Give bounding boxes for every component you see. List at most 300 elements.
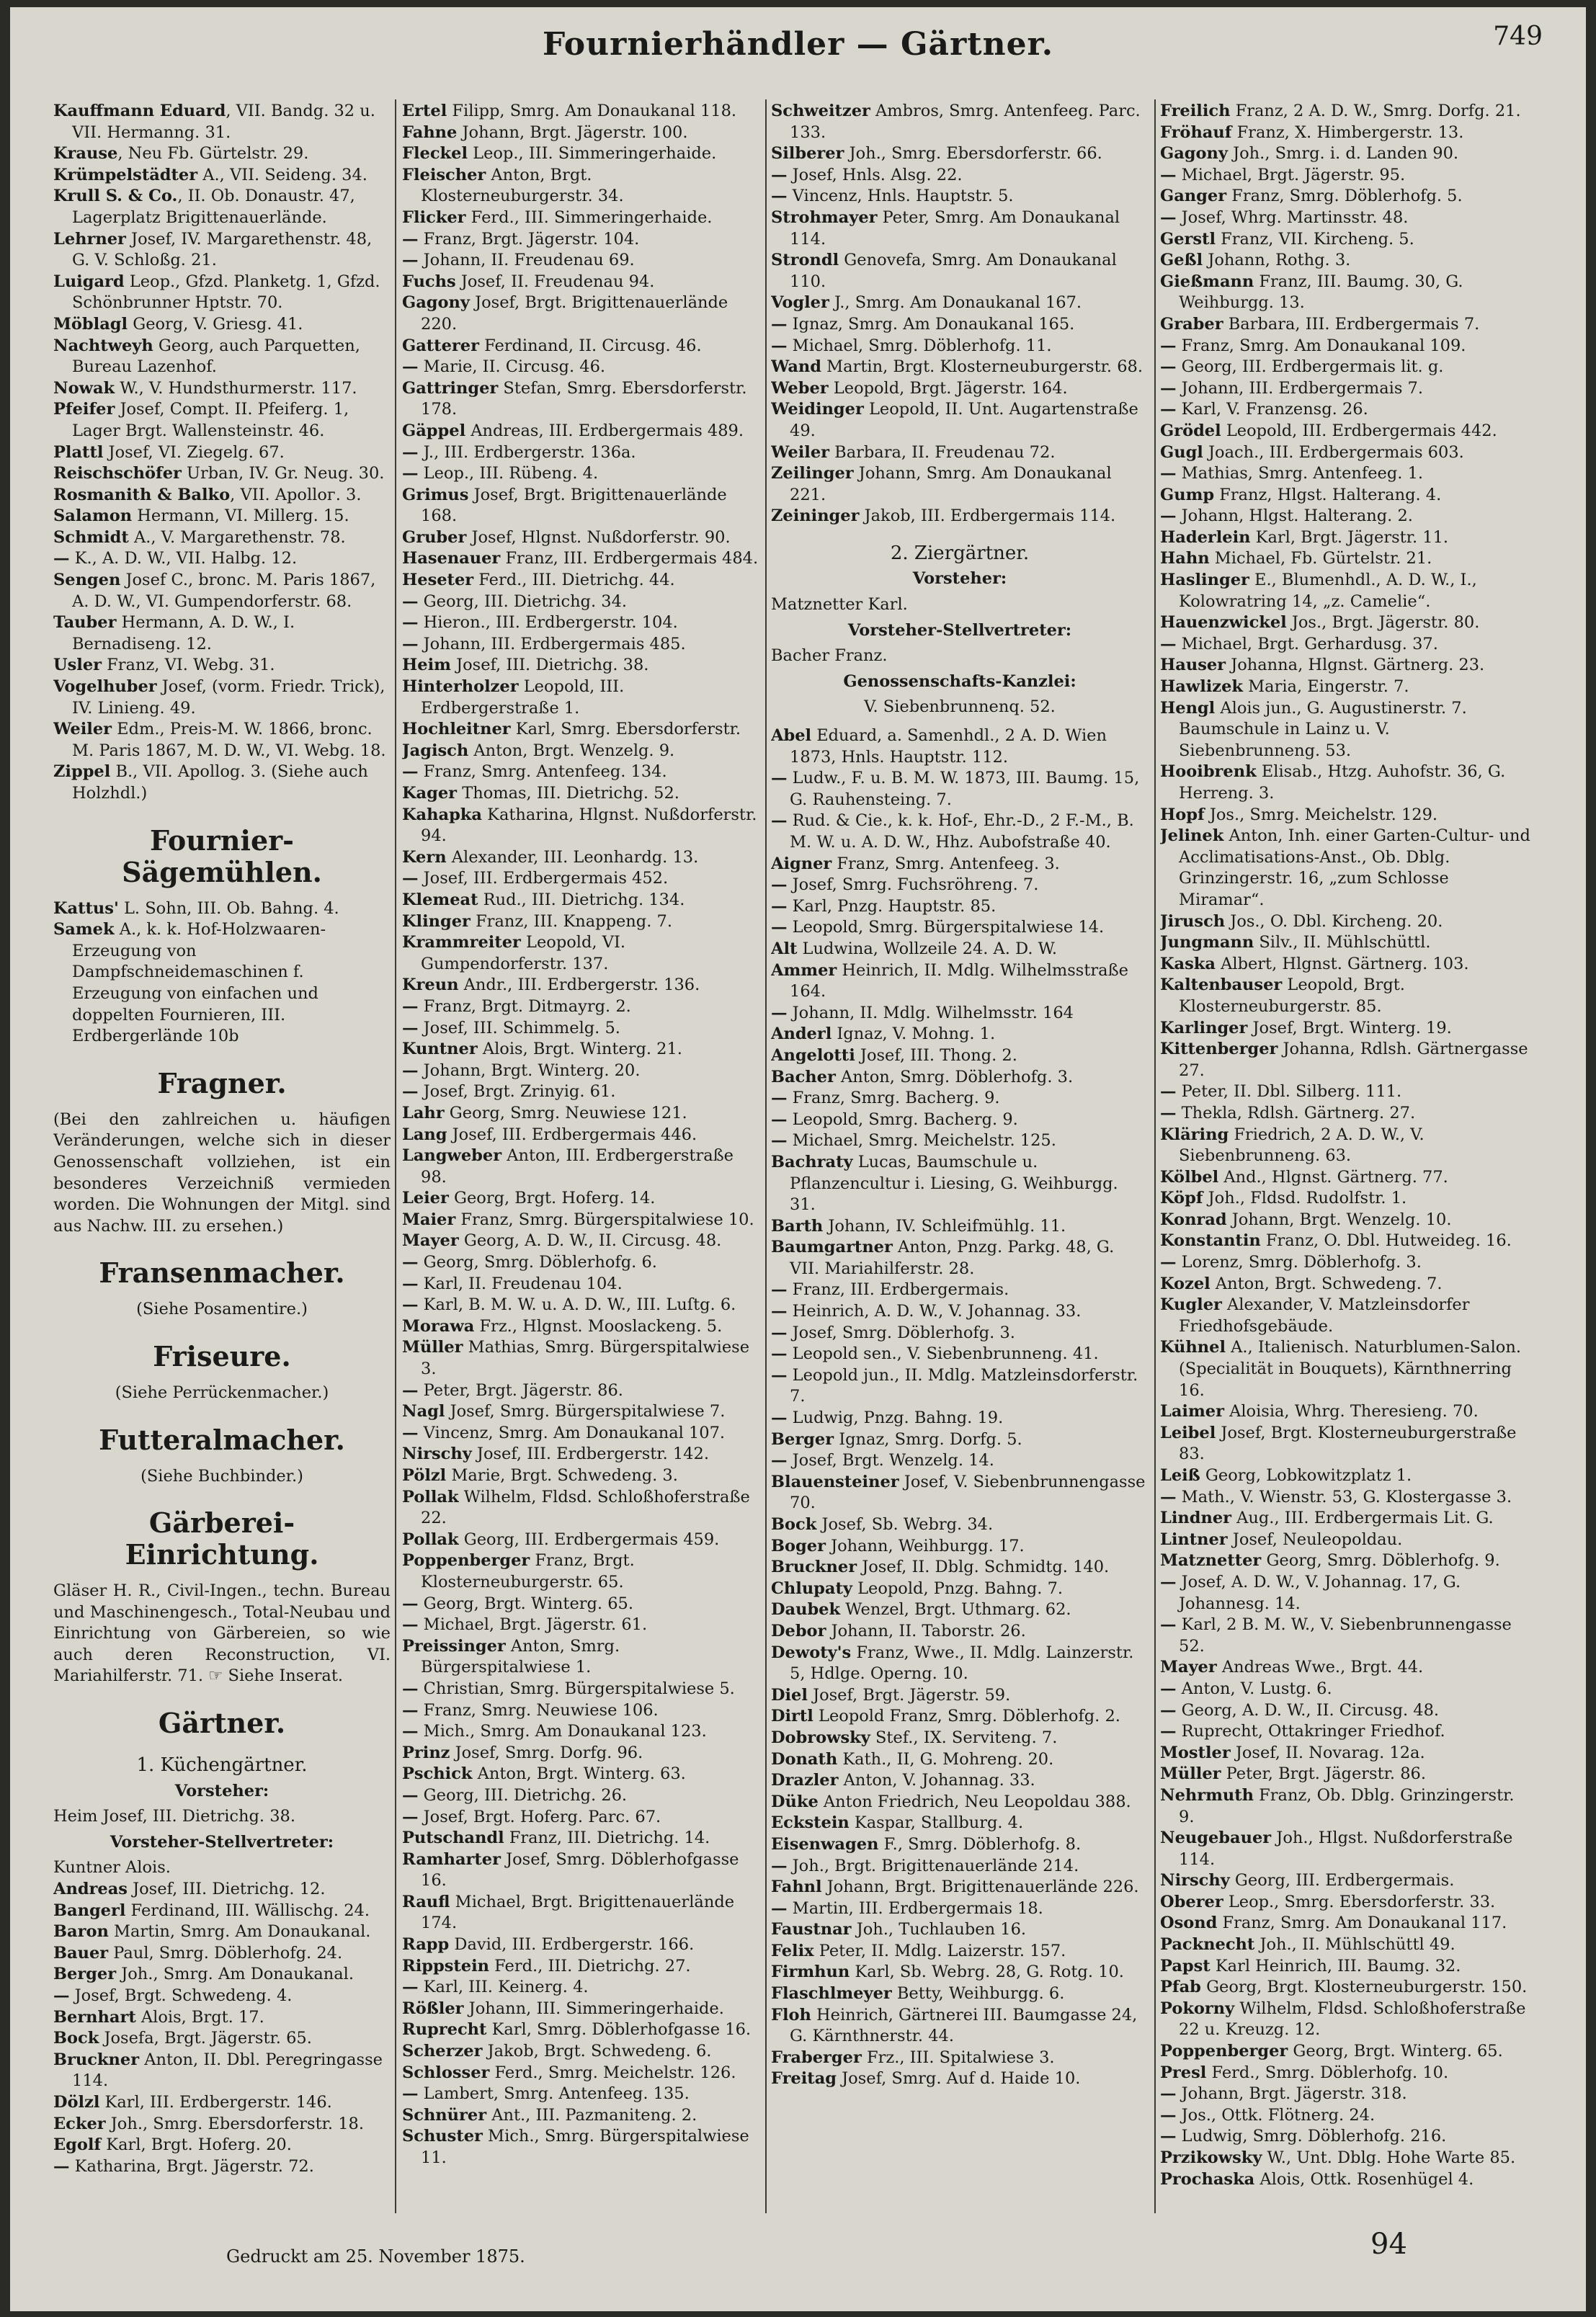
entry-name: Ramharter bbox=[402, 1849, 501, 1869]
directory-entry bbox=[53, 612, 391, 655]
entry-details: Karl, III. Erdbergerstr. 146. bbox=[99, 2092, 332, 2112]
entry-name: — bbox=[402, 1594, 419, 1613]
directory-entry bbox=[1160, 1210, 1535, 1231]
entry-name: — bbox=[1160, 400, 1177, 419]
entry-details: K., A. D. W., VII. Halbg. 12. bbox=[69, 549, 298, 568]
entry-details: Wilhelm, Fldsd. Schloßhoferstraße 22. bbox=[421, 1487, 750, 1528]
entry-details: Leopold, Brgt. Jägerstr. 164. bbox=[828, 378, 1068, 398]
entry-details: Josefa, Brgt. Jägerstr. 65. bbox=[99, 2029, 312, 2048]
section-title-futteralmacher: Futteralmacher. bbox=[99, 1423, 345, 1456]
entry-name: — bbox=[771, 336, 788, 355]
entry-name: Pollak bbox=[402, 1487, 459, 1506]
entry-name: Anderl bbox=[771, 1024, 832, 1044]
directory-entry bbox=[771, 1643, 1149, 1685]
entry-name: Lehrner bbox=[53, 229, 126, 249]
entry-name: Kattus' bbox=[53, 898, 119, 918]
directory-entry bbox=[402, 485, 759, 527]
directory-entry bbox=[1160, 122, 1535, 144]
entry-details: Elisab., Htzg. Auhofstr. 36, G. Herreng. 3. bbox=[1179, 762, 1506, 803]
entry-details: Josef, II. Dblg. Schmidtg. 140. bbox=[857, 1558, 1110, 1577]
entry-name: — bbox=[402, 464, 419, 483]
entry-name: Kittenberger bbox=[1160, 1040, 1278, 1059]
kanzlei-address: V. Siebenbrunnenq. 52. bbox=[864, 697, 1056, 717]
entry-name: Eckstein bbox=[771, 1813, 850, 1833]
entry-details: Franz, Smrg. Döblerhofg. 5. bbox=[1226, 187, 1463, 206]
entry-details: Karl, Pnzg. Hauptstr. 85. bbox=[787, 896, 997, 916]
entry-name: Gattringer bbox=[402, 378, 499, 398]
directory-entry bbox=[402, 1785, 759, 1807]
directory-entry bbox=[402, 1423, 759, 1445]
entry-details: Josef, Brgt. Schwedeng. 4. bbox=[69, 1986, 293, 2005]
entry-name: Jirusch bbox=[1160, 911, 1226, 931]
entry-details: Josef, Sb. Webrg. 34. bbox=[816, 1515, 994, 1534]
entry-name: Leier bbox=[402, 1189, 449, 1208]
directory-entry bbox=[402, 1636, 759, 1679]
directory-entry bbox=[1160, 1615, 1535, 1657]
entry-details: Franz, III. Knappeng. 7. bbox=[470, 911, 672, 931]
directory-entry bbox=[402, 847, 759, 869]
section-title-gaertner: Gärtner. bbox=[158, 1707, 286, 1740]
entry-details: Peter, Brgt. Jägerstr. 86. bbox=[418, 1380, 623, 1400]
directory-entry bbox=[1160, 1508, 1535, 1530]
directory-entry bbox=[53, 2050, 391, 2092]
entry-details: Karl, 2 B. M. W., V. Siebenbrunnengasse 52. bbox=[1176, 1615, 1512, 1656]
entry-details: Franz, Smrg. Antenfeeg. 3. bbox=[832, 854, 1060, 873]
directory-entry bbox=[53, 506, 391, 527]
directory-entry bbox=[402, 463, 759, 485]
entry-details: A., VII. Seideng. 34. bbox=[197, 165, 367, 184]
entry-details: Josef, II. Novarag. 12a. bbox=[1230, 1743, 1425, 1762]
directory-entry bbox=[402, 548, 759, 570]
directory-entry bbox=[402, 1530, 759, 1551]
directory-entry bbox=[53, 314, 391, 336]
directory-entry bbox=[1160, 1679, 1535, 1700]
directory-entry bbox=[402, 612, 759, 634]
entry-details: Franz, III. Baumg. 30, G. Weihburgg. 13. bbox=[1179, 272, 1463, 313]
directory-entry bbox=[771, 1003, 1149, 1024]
directory-entry bbox=[771, 442, 1149, 464]
column-4 bbox=[1160, 101, 1535, 2212]
entry-name: — bbox=[1160, 2127, 1177, 2146]
entry-details: Josef, III. Schimmelg. 5. bbox=[418, 1018, 620, 1037]
entry-name: Kager bbox=[402, 784, 458, 803]
entry-details: Johann, Brgt. Brigittenauerlände 226. bbox=[821, 1878, 1139, 1897]
directory-entry bbox=[771, 1728, 1149, 1749]
directory-entry bbox=[53, 1879, 391, 1901]
entry-details: Ant., III. Pazmaniteng. 2. bbox=[486, 2105, 697, 2125]
directory-entry bbox=[1160, 1934, 1535, 1956]
directory-entry bbox=[771, 1344, 1149, 1365]
directory-entry bbox=[53, 2114, 391, 2135]
entry-details: Johann, III. Simmeringerhaide. bbox=[463, 1999, 724, 2018]
entry-name: Kauffmann Eduard bbox=[53, 102, 226, 120]
entry-name: Weiler bbox=[53, 720, 112, 739]
entry-details: Johann, III. Erdbergermais 485. bbox=[418, 634, 686, 653]
entry-name: — bbox=[771, 1280, 788, 1300]
entry-name: Aigner bbox=[771, 854, 832, 873]
entry-details: Leopold, III. Erdbergermais 442. bbox=[1221, 421, 1497, 440]
directory-entry bbox=[1160, 1295, 1535, 1337]
entry-name: Berger bbox=[771, 1429, 834, 1449]
entry-details: Leopold Franz, Smrg. Döblerhofg. 2. bbox=[813, 1707, 1120, 1726]
directory-entry bbox=[771, 1280, 1149, 1301]
entry-name: — bbox=[402, 1380, 419, 1400]
entry-name: Wand bbox=[771, 357, 821, 377]
directory-entry bbox=[53, 186, 391, 228]
directory-entry bbox=[771, 1557, 1149, 1579]
directory-entry bbox=[1160, 805, 1535, 826]
section-title-gaerberei: Gärberei-Einrichtung. bbox=[125, 1506, 319, 1571]
entry-name: Konstantin bbox=[1160, 1231, 1261, 1251]
entry-details: Ferd., III. Dietrichg. 44. bbox=[473, 571, 675, 590]
entry-name: Przikowsky bbox=[1160, 2148, 1262, 2167]
entry-details: J., Smrg. Am Donaukanal 167. bbox=[829, 293, 1082, 313]
entry-name: — bbox=[1160, 1679, 1177, 1698]
entry-list bbox=[53, 898, 391, 1048]
entry-name: Kölbel bbox=[1160, 1167, 1219, 1187]
entry-details: Franz, III. Erdbergermais. bbox=[787, 1280, 1009, 1300]
entry-details: Barbara, II. Freudenau 72. bbox=[829, 442, 1056, 462]
entry-details: Franz, Smrg. Antenfeeg. 134. bbox=[418, 762, 667, 782]
entry-name: Strohmayer bbox=[771, 207, 878, 227]
directory-entry bbox=[53, 1921, 391, 1943]
entry-name: Kläring bbox=[1160, 1125, 1229, 1144]
directory-entry bbox=[402, 1999, 759, 2020]
entry-name: — bbox=[402, 1615, 419, 1635]
directory-entry bbox=[771, 1088, 1149, 1110]
entry-name: Papst bbox=[1160, 1956, 1211, 1976]
entry-name: Donath bbox=[771, 1749, 838, 1769]
entry-name: Plattl bbox=[53, 442, 104, 462]
directory-entry bbox=[1160, 1870, 1535, 1892]
entry-name: Zeininger bbox=[771, 506, 860, 526]
directory-entry bbox=[771, 917, 1149, 939]
directory-entry bbox=[402, 932, 759, 975]
entry-name: — bbox=[771, 918, 788, 937]
directory-entry bbox=[771, 1706, 1149, 1728]
entry-details: Franz, Smrg. Am Donaukanal 109. bbox=[1176, 336, 1466, 355]
entry-details: Peter, Brgt. Jägerstr. 86. bbox=[1221, 1764, 1426, 1784]
entry-details: Michael, Smrg. Döblerhofg. 11. bbox=[787, 336, 1052, 355]
entry-details: Josef, Compt. II. Pfeiferg. 1, Lager Brgt. Wallensteinstr. 46. bbox=[72, 400, 349, 440]
entry-details: Ferdinand, III. Wällischg. 24. bbox=[125, 1901, 370, 1920]
entry-name: Fröhauf bbox=[1160, 122, 1232, 142]
entry-details: B., VII. Apollog. 3. (Siehe auch Holzhdl.) bbox=[72, 762, 368, 803]
entry-name: — bbox=[402, 1978, 419, 1997]
directory-entry bbox=[402, 2084, 759, 2105]
entry-name: — bbox=[1160, 1487, 1177, 1506]
section-note-fragner: (Bei den zahlreichen u. häufigen Veränderungen, welche sich in dieser Genossenschaft vollziehen, ist ein besonderes Verzeichniß vermieden worden. Die Wohnungen der Mitgl. sind aus Nachw. III. zu ersehen.) bbox=[53, 1110, 391, 1236]
directory-entry bbox=[771, 811, 1149, 853]
directory-entry bbox=[53, 919, 391, 1048]
directory-entry bbox=[771, 1983, 1149, 2005]
entry-name: — bbox=[1160, 1722, 1177, 1741]
entry-details: Heinrich, A. D. W., V. Johannag. 33. bbox=[787, 1302, 1082, 1321]
directory-entry bbox=[1160, 463, 1535, 485]
entry-details: Jos., O. Dbl. Kircheng. 20. bbox=[1225, 911, 1443, 931]
entry-name: Reischschöfer bbox=[53, 464, 182, 483]
entry-name: — bbox=[402, 1061, 419, 1080]
entry-details: Martin, III. Erdbergermais 18. bbox=[787, 1898, 1043, 1918]
entry-name: Heim bbox=[402, 656, 451, 675]
directory-entry bbox=[402, 1081, 759, 1103]
entry-name: — bbox=[771, 1408, 788, 1428]
directory-entry bbox=[771, 1919, 1149, 1941]
entry-name: — bbox=[53, 2156, 70, 2176]
entry-name: Gump bbox=[1160, 485, 1215, 504]
entry-name: — bbox=[771, 896, 788, 916]
entry-name: Bock bbox=[53, 2029, 99, 2048]
directory-entry bbox=[1160, 954, 1535, 976]
entry-details: Ludwina, Wollzeile 24. A. D. W. bbox=[797, 939, 1057, 958]
section-title-fransenmacher: Fransenmacher. bbox=[99, 1256, 345, 1290]
directory-entry bbox=[53, 762, 391, 804]
entry-name: Lindner bbox=[1160, 1509, 1231, 1528]
entry-name: — bbox=[402, 1295, 419, 1315]
entry-name: Sengen bbox=[53, 571, 121, 590]
entry-details: Georg, A. D. W., II. Circusg. 48. bbox=[1176, 1700, 1440, 1720]
entry-name: Gerstl bbox=[1160, 229, 1216, 249]
entry-name: Krull S. & Co. bbox=[53, 187, 178, 206]
entry-name: Dobrowsky bbox=[771, 1728, 870, 1747]
entry-name: Packnecht bbox=[1160, 1935, 1255, 1955]
entry-name: Weidinger bbox=[771, 400, 864, 419]
entry-details: Katharina, Brgt. Jägerstr. 72. bbox=[69, 2156, 314, 2176]
entry-details: Michael, Fb. Gürtelstr. 21. bbox=[1209, 549, 1432, 568]
entry-name: — bbox=[1160, 1103, 1177, 1122]
entry-details: Karl, V. Franzensg. 26. bbox=[1176, 400, 1368, 419]
entry-details: Martin, Brgt. Klosterneuburgerstr. 68. bbox=[821, 357, 1143, 377]
directory-entry bbox=[402, 1146, 759, 1188]
entry-details: Michael, Brgt. Jägerstr. 95. bbox=[1176, 165, 1406, 184]
entry-details: Joh., Fldsd. Rudolfstr. 1. bbox=[1203, 1189, 1407, 1208]
directory-entry bbox=[53, 1986, 391, 2007]
directory-entry bbox=[771, 1898, 1149, 1920]
directory-entry bbox=[53, 143, 391, 165]
directory-entry bbox=[402, 1295, 759, 1316]
entry-details: Johann, Hlgst. Halterang. 2. bbox=[1176, 506, 1413, 526]
entry-details: Georg, Lobkowitzplatz 1. bbox=[1200, 1466, 1412, 1485]
entry-name: Eisenwagen bbox=[771, 1834, 879, 1854]
entry-name: — bbox=[53, 1986, 70, 2005]
section-text-gaerberei: Gläser H. R., Civil-Ingen., techn. Bureau und Maschinengesch., Total-Neubau und Einrichtung von Gärbereien, so wie auch deren Reconstruction, VI. Mariahilferstr. 71. ☞ Siehe Inserat. bbox=[53, 1581, 391, 1686]
entry-name: Usler bbox=[53, 656, 102, 675]
entry-details: Leop., Gfzd. Planketg. 1, Gfzd. Schönbrunner Hptstr. 70. bbox=[72, 272, 380, 313]
stellvertreter-label: Vorsteher-Stellvertreter: bbox=[110, 1832, 334, 1852]
entry-name: Lintner bbox=[1160, 1530, 1228, 1549]
directory-entry bbox=[402, 1764, 759, 1785]
entry-details: Peter, II. Dbl. Silberg. 111. bbox=[1176, 1082, 1402, 1102]
entry-name: — bbox=[402, 634, 419, 653]
directory-entry bbox=[53, 719, 391, 762]
entry-name: Faustnar bbox=[771, 1920, 852, 1939]
entry-details: Johann, IV. Schleifmühlg. 11. bbox=[823, 1216, 1066, 1236]
entry-name: — bbox=[771, 811, 788, 831]
directory-entry bbox=[1160, 527, 1535, 549]
directory-entry bbox=[402, 165, 759, 207]
entry-name: Silberer bbox=[771, 144, 844, 164]
directory-entry bbox=[1160, 1252, 1535, 1274]
directory-entry bbox=[1160, 229, 1535, 251]
entry-name: Mayer bbox=[402, 1231, 459, 1251]
subsection-title-kuechengaertner: 1. Küchengärtner. bbox=[136, 1754, 308, 1777]
entry-details: Christian, Smrg. Bürgerspitalwiese 5. bbox=[418, 1679, 735, 1698]
entry-name: Grimus bbox=[402, 485, 469, 504]
directory-entry bbox=[771, 2005, 1149, 2048]
entry-name: Baumgartner bbox=[771, 1238, 893, 1257]
directory-entry bbox=[53, 677, 391, 719]
entry-details: Josef, Brgt. Klosterneuburgerstraße 83. bbox=[1179, 1423, 1517, 1464]
directory-entry bbox=[771, 939, 1149, 960]
directory-entry bbox=[1160, 1274, 1535, 1295]
entry-details: Anton, V. Lustg. 6. bbox=[1176, 1679, 1332, 1698]
directory-entry bbox=[402, 1487, 759, 1530]
entry-name: Haderlein bbox=[1160, 527, 1251, 547]
entry-details: Joh., Smrg. Ebersdorferstr. 18. bbox=[105, 2114, 364, 2133]
entry-name: Blauensteiner bbox=[771, 1472, 899, 1491]
vorsteher-name: Heim Josef, III. Dietrichg. 38. bbox=[53, 1807, 295, 1826]
entry-name: Neugebauer bbox=[1160, 1829, 1272, 1848]
directory-entry bbox=[1160, 421, 1535, 442]
entry-details: Heinrich, Gärtnerei III. Baumgasse 24, G. Kärnthnerstr. 44. bbox=[790, 2005, 1138, 2046]
directory-entry bbox=[402, 1444, 759, 1465]
entry-name: — bbox=[402, 762, 419, 782]
entry-details: Hermann, VI. Millerg. 15. bbox=[132, 506, 349, 526]
entry-name: Lahr bbox=[402, 1103, 445, 1122]
directory-entry bbox=[53, 336, 391, 378]
entry-name: Hauser bbox=[1160, 656, 1226, 675]
entry-name: Schuster bbox=[402, 2127, 483, 2146]
entry-details: Franz, Smrg. Am Donaukanal 117. bbox=[1217, 1914, 1507, 1933]
directory-entry bbox=[402, 1700, 759, 1722]
directory-entry bbox=[53, 1964, 391, 1986]
entry-name: Ertel bbox=[402, 102, 447, 120]
entry-name: — bbox=[771, 1323, 788, 1342]
entry-name: Fraberger bbox=[771, 2048, 862, 2067]
entry-name: Graber bbox=[1160, 314, 1223, 334]
entry-name: Gruber bbox=[402, 527, 467, 547]
entry-name: — bbox=[53, 549, 70, 568]
directory-entry bbox=[1160, 314, 1535, 336]
entry-details: Josef, III. Erdbergermais 452. bbox=[418, 869, 669, 888]
entry-name: Karlinger bbox=[1160, 1018, 1248, 1037]
entry-details: Josef, III. Thong. 2. bbox=[855, 1045, 1017, 1065]
entry-name: Pollak bbox=[402, 1530, 459, 1549]
directory-entry bbox=[771, 1429, 1149, 1451]
entry-name: Oberer bbox=[1160, 1892, 1223, 1911]
directory-entry bbox=[402, 143, 759, 165]
entry-details: Josef, Brgt. Winterg. 19. bbox=[1247, 1018, 1452, 1037]
entry-details: Karl, II. Freudenau 104. bbox=[418, 1274, 623, 1293]
entry-details: Alois, Brgt. 17. bbox=[135, 2007, 264, 2027]
directory-entry bbox=[771, 207, 1149, 250]
directory-entry bbox=[771, 854, 1149, 875]
entry-name: Fleckel bbox=[402, 144, 468, 164]
entry-name: Müller bbox=[1160, 1764, 1221, 1784]
entry-name: Alt bbox=[771, 939, 798, 958]
entry-details: Ludwig, Smrg. Döblerhofg. 216. bbox=[1176, 2127, 1447, 2146]
entry-name: Bock bbox=[771, 1515, 817, 1534]
directory-entry bbox=[1160, 1657, 1535, 1679]
directory-entry bbox=[402, 1252, 759, 1274]
entry-list bbox=[771, 726, 1149, 2090]
entry-details: Eduard, a. Samenhdl., 2 A. D. Wien 1873, Hnls. Hauptstr. 112. bbox=[790, 726, 1107, 767]
entry-name: — bbox=[771, 1344, 788, 1364]
entry-name: — bbox=[771, 1302, 788, 1321]
directory-entry bbox=[1160, 1892, 1535, 1914]
directory-entry bbox=[1160, 1977, 1535, 1999]
entry-details: Michael, Brgt. Gerhardusg. 37. bbox=[1176, 634, 1438, 653]
entry-name: Nirschy bbox=[1160, 1871, 1230, 1890]
entry-name: Bangerl bbox=[53, 1901, 126, 1920]
subsection-title-ziergaertner: 2. Ziergärtner. bbox=[890, 542, 1030, 564]
entry-details: Paul, Smrg. Döblerhofg. 24. bbox=[108, 1943, 343, 1963]
entry-details: Filipp, Smrg. Am Donaukanal 118. bbox=[447, 102, 737, 120]
entry-name: Hawlizek bbox=[1160, 677, 1243, 697]
entry-name: — bbox=[1160, 207, 1177, 227]
directory-entry bbox=[402, 783, 759, 805]
entry-details: Josef, III. Erdbergerstr. 142. bbox=[471, 1445, 709, 1464]
entry-details: Leopold, VI. Gumpendorferstr. 137. bbox=[421, 933, 625, 973]
directory-entry bbox=[402, 1210, 759, 1231]
entry-details: Franz, Brgt. Klosterneuburgerstr. 65. bbox=[421, 1551, 635, 1591]
entry-details: Alexander, V. Matzleinsdorfer Friedhofsgebäude. bbox=[1179, 1295, 1470, 1336]
directory-entry bbox=[771, 1599, 1149, 1621]
directory-entry bbox=[402, 2063, 759, 2084]
entry-name: Fuchs bbox=[402, 272, 456, 291]
directory-entry bbox=[1160, 1081, 1535, 1103]
entry-details: Ruprecht, Ottakringer Friedhof. bbox=[1176, 1722, 1445, 1741]
entry-name: Kaska bbox=[1160, 954, 1216, 973]
entry-list bbox=[1160, 101, 1535, 2190]
entry-name: Hengl bbox=[1160, 698, 1216, 718]
entry-name: Gagony bbox=[1160, 144, 1228, 164]
entry-details: Vincenz, Smrg. Am Donaukanal 107. bbox=[418, 1423, 726, 1442]
directory-entry bbox=[771, 726, 1149, 768]
directory-entry bbox=[1160, 2126, 1535, 2148]
entry-details: Franz, 2 A. D. W., Smrg. Dorfg. 21. bbox=[1230, 102, 1521, 120]
directory-entry bbox=[1160, 1828, 1535, 1870]
directory-entry bbox=[1160, 207, 1535, 229]
entry-name: Nagl bbox=[402, 1402, 445, 1421]
entry-details: Josef, Hlgnst. Nußdorferstr. 90. bbox=[466, 527, 731, 547]
entry-name: Pschick bbox=[402, 1764, 473, 1784]
directory-entry bbox=[771, 1856, 1149, 1878]
entry-details: Maria, Eingerstr. 7. bbox=[1242, 677, 1409, 697]
entry-name: Zippel bbox=[53, 762, 111, 782]
entry-name: Hopf bbox=[1160, 805, 1205, 824]
directory-entry bbox=[53, 378, 391, 400]
directory-entry bbox=[1160, 655, 1535, 677]
entry-name: Jelinek bbox=[1160, 826, 1224, 846]
entry-name: Chlupaty bbox=[771, 1579, 852, 1598]
entry-details: Andreas Wwe., Brgt. 44. bbox=[1216, 1658, 1424, 1677]
entry-details: Franz, X. Himbergerstr. 13. bbox=[1231, 122, 1464, 142]
entry-name: Rößler bbox=[402, 1999, 464, 2018]
directory-entry bbox=[402, 975, 759, 996]
section-note-fransenmacher: (Siehe Posamentire.) bbox=[136, 1300, 308, 1319]
directory-entry bbox=[771, 336, 1149, 357]
entry-details: Wilhelm, Fldsd. Schloßhoferstraße 22 u. Kreuzg. 12. bbox=[1179, 1999, 1526, 2040]
entry-details: Anton, Brgt. Winterg. 63. bbox=[472, 1764, 686, 1784]
entry-details: Leopold sen., V. Siebenbrunneng. 41. bbox=[787, 1344, 1099, 1364]
entry-details: Karl, Brgt. Jägerstr. 11. bbox=[1250, 527, 1449, 547]
directory-entry bbox=[771, 1579, 1149, 1600]
directory-entry bbox=[1160, 1913, 1535, 1934]
entry-name: Dirtl bbox=[771, 1707, 813, 1726]
directory-entry bbox=[1160, 399, 1535, 421]
directory-entry bbox=[1160, 698, 1535, 762]
